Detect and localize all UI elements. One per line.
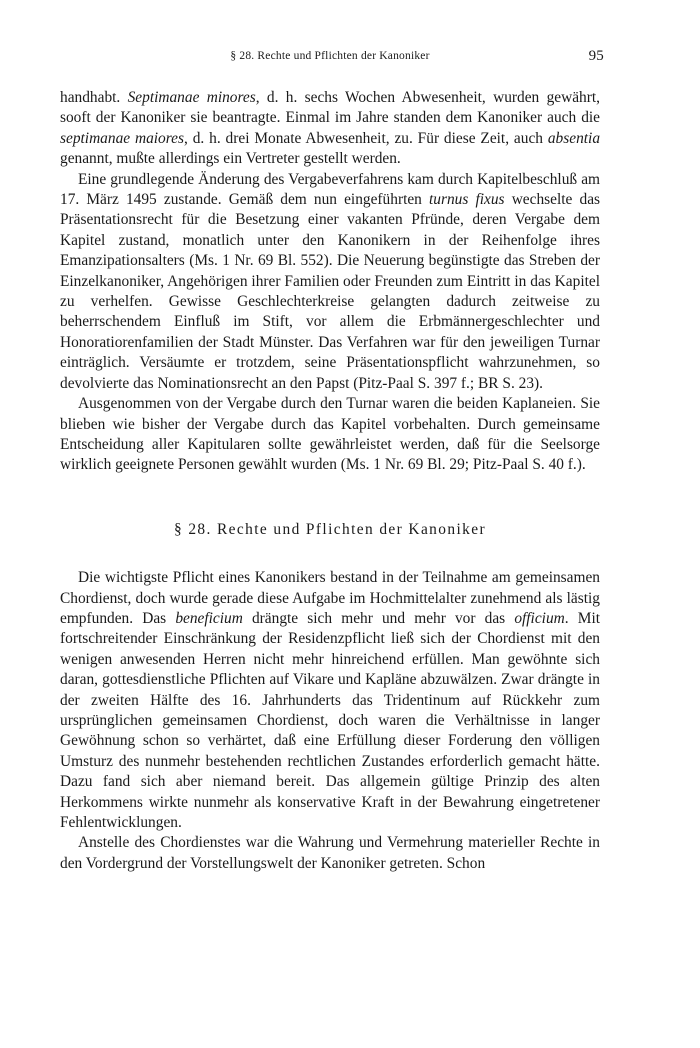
italic-term: Septimanae minores (127, 89, 256, 106)
text-run: wechselte das Präsentationsrecht für die Besetzung einer vakanten Pfründe, deren Vergabe dem Kapitel zustand, monatlich unter den Kanonikern in der Reihenfolge ihres Emanzipationsalters (Ms. 1 Nr. 69 Bl. 552). Die Neuerung begünstigte das Streben der Einzelkanoniker, Angehörigen ihrer Familien oder Freunden zum Eintritt in das Kapitel zu verhelfen. Gewisse Geschlechterkreise gelangten dadurch zeitweise zu beherrschendem Einfluß im Stift, vor allem die Erbmännergeschlechter und Honoratiorenfamilien der Stadt Münster. Das Verfahren war für den jeweiligen Turnar einträglich. Versäumte er trotzdem, seine Präsentationspflicht wahrzunehmen, so devolvierte das Nominationsrecht an den Papst (Pitz-Paal S. 397 f.; BR S. 23). (60, 191, 601, 392)
section-text (60, 568, 600, 874)
page-number: 95 (588, 48, 604, 64)
text-run: genannt, mußte allerdings ein Vertreter gestellt werden. (60, 150, 401, 168)
paragraph (60, 88, 600, 170)
running-title: § 28. Rechte und Pflichten der Kanoniker (230, 50, 430, 62)
page-body (60, 88, 600, 874)
paragraph (60, 833, 600, 874)
italic-term: absentia (547, 129, 601, 147)
text-run: , d. h. drei Monate Abwesenheit, zu. Für diese Zeit, auch (184, 129, 548, 147)
text-run: Eine grundlegende Änderung des Vergabeverfahrens kam durch Kapitelbeschluß am 17. März 1495 zustande. Gemäß dem nun eingeführten (60, 170, 600, 209)
paragraph (60, 568, 600, 833)
text-run: Ausgenommen von der Vergabe durch den Turnar waren die beiden Kaplaneien. Sie blieben wie bisher der Vergabe durch das Kapitel vorbehalten. Durch gemeinsame Entscheidung aller Kapitularen sollte gewährleistet werden, daß für die Seelsorge wirklich geeignete Personen gewählt wurden (Ms. 1 Nr. 69 Bl. 29; Pitz-Paal S. 40 f.). (60, 395, 600, 474)
text-run: drängte sich mehr und mehr vor das (242, 609, 515, 627)
italic-term: beneficium (175, 609, 243, 627)
text-run: Die wichtigste Pflicht eines Kanonikers bestand in der Teilnahme am gemeinsamen Chordienst, doch wurde gerade diese Aufgabe im Hochmittelalter zunehmend als lästig empfunden. Das (60, 569, 600, 627)
text-run: . Mit fortschreitender Einschränkung der Residenzpflicht ließ sich der Chordienst mit den wenigen anwesenden Herren nicht mehr hinreichend erfüllen. Man gewöhnte sich daran, gottesdienstliche Pflichten auf Vikare und Kapläne abzuwälzen. Zwar drängte in der zweiten Hälfte des 16. Jahrhunderts das Tridentinum auf Rückkehr zum ursprünglichen gemeinsamen Chordienst, doch waren die Verhältnisse in langer Gewöhnung schon so verhärtet, daß eine Erfüllung dieser Forderung den völligen Umsturz des nunmehr bestehenden rechtlichen Zustandes erforderlich gemacht hätte. Dazu fand sich aber niemand bereit. Das allgemein gültige Prinzip des alten Herkommens wirkte nunmehr als konservative Kraft in der Bewahrung eingetretener Fehlentwicklungen. (60, 609, 600, 831)
italic-term: septimanae maiores (60, 129, 184, 147)
preceding-section-text (60, 88, 600, 476)
italic-term: turnus fixus (429, 191, 505, 209)
italic-term: officium (514, 609, 565, 627)
text-run: Anstelle des Chordienstes war die Wahrung und Vermehrung materieller Rechte in den Vordergrund der Vorstellungswelt der Kanoniker getreten. Schon (60, 834, 600, 872)
section-heading: § 28. Rechte und Pflichten der Kanoniker (173, 520, 486, 538)
text-run: , d. h. sechs Wochen Abwesenheit, wurden gewährt, sooft der Kanoniker sie beantragte. Einmal im Jahre standen dem Kanoniker auch die (60, 89, 600, 127)
text-run: handhabt. (60, 89, 128, 106)
paragraph (60, 170, 600, 394)
paragraph (60, 394, 600, 476)
